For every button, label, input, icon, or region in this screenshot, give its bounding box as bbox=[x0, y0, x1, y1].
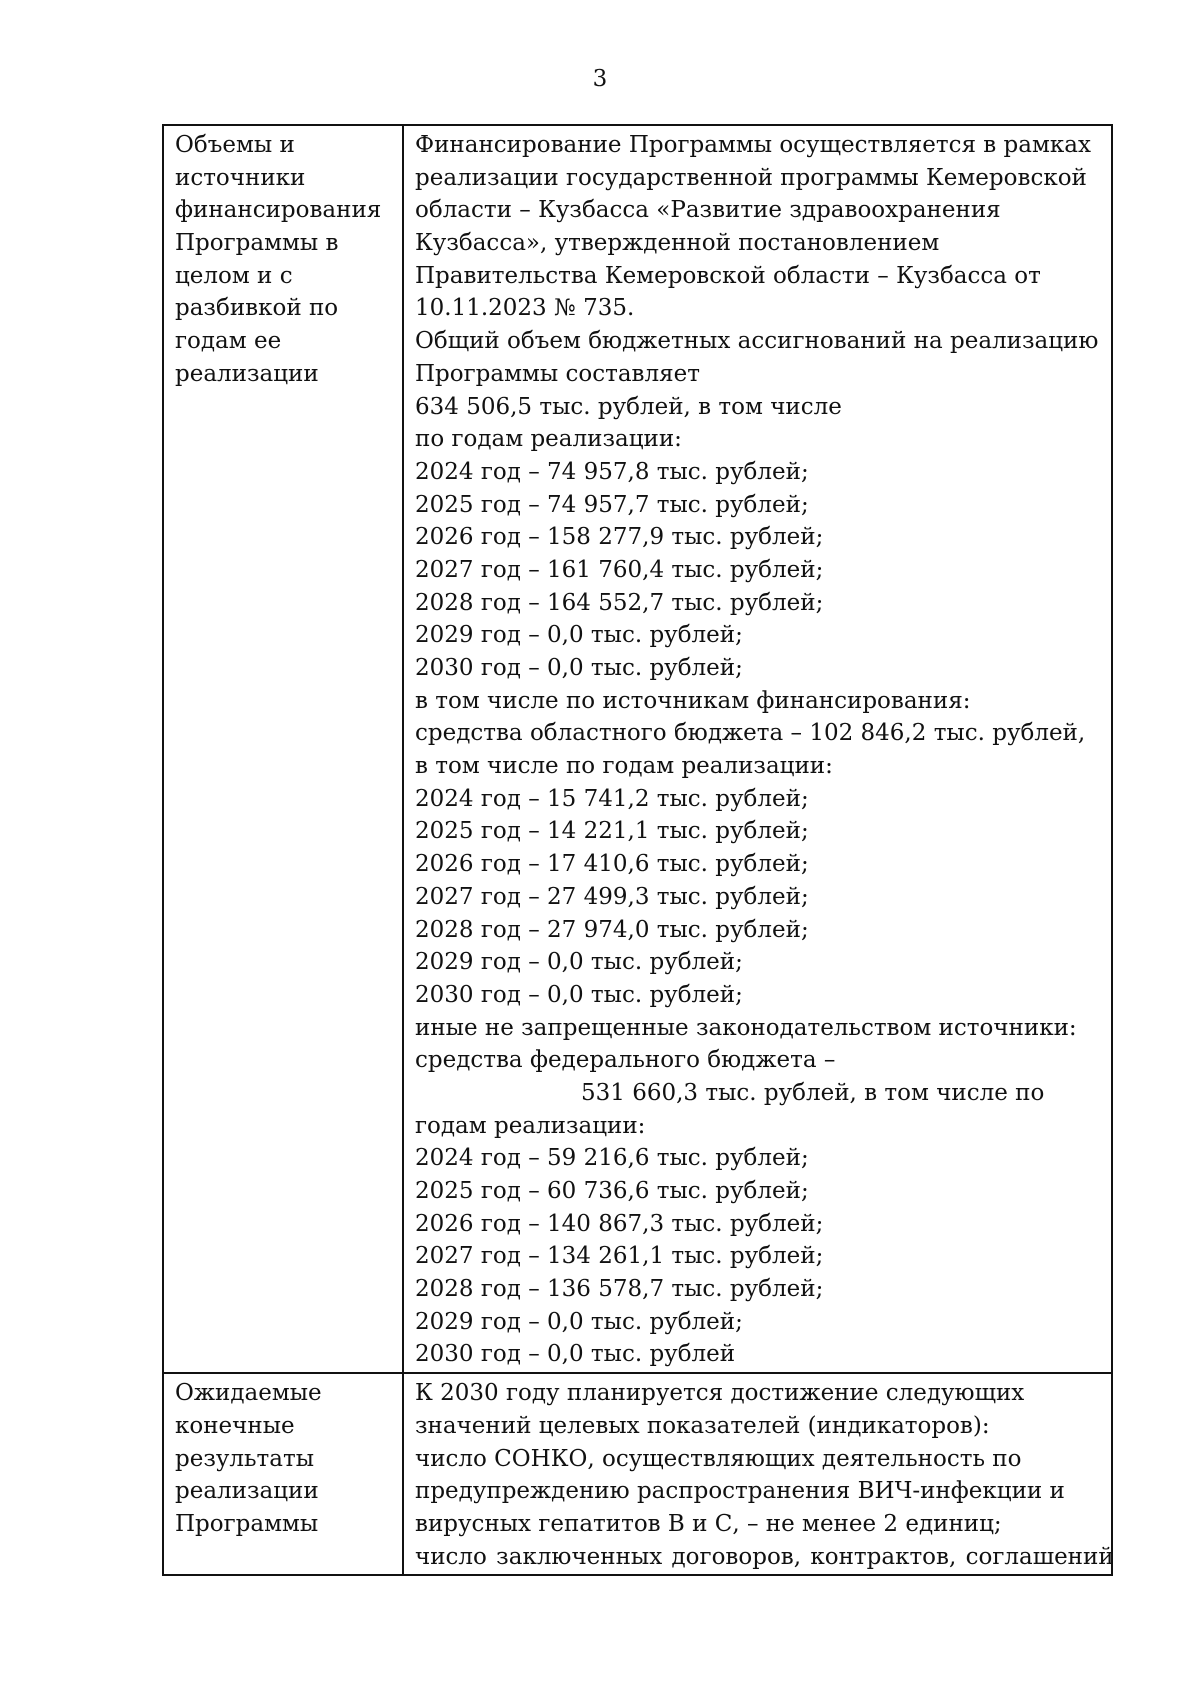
label-line: реализации bbox=[175, 360, 319, 387]
label-line: Ожидаемые bbox=[175, 1380, 322, 1407]
content-line: 2030 год – 0,0 тыс. рублей bbox=[415, 1341, 736, 1368]
content-line: 10.11.2023 № 735. bbox=[415, 295, 635, 322]
content-line: Правительства Кемеровской области – Кузбасса от bbox=[415, 262, 1041, 289]
content-line: 2025 год – 14 221,1 тыс. рублей; bbox=[415, 818, 809, 845]
content-line: годам реализации: bbox=[415, 1112, 646, 1139]
content-line: 2026 год – 158 277,9 тыс. рублей; bbox=[415, 524, 824, 551]
content-line: средства областного бюджета – 102 846,2 тыс. рублей, bbox=[415, 720, 1086, 747]
content-line: 2024 год – 15 741,2 тыс. рублей; bbox=[415, 785, 809, 812]
content-line: 2029 год – 0,0 тыс. рублей; bbox=[415, 1308, 743, 1335]
content-line: по годам реализации: bbox=[415, 426, 682, 453]
content-line: 2028 год – 164 552,7 тыс. рублей; bbox=[415, 589, 824, 616]
content-line: 634 506,5 тыс. рублей, в том числе bbox=[415, 393, 842, 420]
content-line: 2026 год – 17 410,6 тыс. рублей; bbox=[415, 851, 809, 878]
content-line: средства федерального бюджета – bbox=[415, 1047, 836, 1074]
label-line: годам ее bbox=[175, 328, 282, 355]
label-line: целом и с bbox=[175, 262, 293, 289]
label-line: источники bbox=[175, 164, 306, 191]
content-line: 2027 год – 134 261,1 тыс. рублей; bbox=[415, 1243, 824, 1270]
label-line: разбивкой по bbox=[175, 295, 339, 322]
content-line: Общий объем бюджетных ассигнований на реализацию bbox=[415, 328, 1099, 355]
content-line: К 2030 году планируется достижение следующих bbox=[415, 1380, 1025, 1407]
content-line: число заключенных договоров, контрактов, соглашений bbox=[415, 1543, 1114, 1570]
content-line: 2028 год – 27 974,0 тыс. рублей; bbox=[415, 916, 809, 943]
label-line: конечные bbox=[175, 1412, 295, 1439]
content-line: значений целевых показателей (индикаторов): bbox=[415, 1412, 990, 1439]
row-label-results bbox=[163, 1373, 403, 1575]
label-line: результаты bbox=[175, 1445, 315, 1472]
content-line: 2030 год – 0,0 тыс. рублей; bbox=[415, 981, 743, 1008]
page-number: 3 bbox=[592, 66, 608, 92]
row-content-financing bbox=[403, 125, 1112, 1373]
row-content-results bbox=[403, 1373, 1112, 1575]
label-line: финансирования bbox=[175, 197, 382, 224]
content-line: 2024 год – 59 216,6 тыс. рублей; bbox=[415, 1145, 809, 1172]
table-row-results bbox=[163, 1373, 1112, 1575]
table-row-financing bbox=[163, 125, 1112, 1373]
content-line: в том числе по годам реализации: bbox=[415, 753, 833, 780]
content-line: области – Кузбасса «Развитие здравоохранения bbox=[415, 197, 1001, 224]
label-line: Объемы и bbox=[175, 132, 295, 158]
content-line: 531 660,3 тыс. рублей, в том числе по bbox=[581, 1079, 1045, 1106]
label-line: Программы bbox=[175, 1510, 319, 1537]
content-line: 2027 год – 27 499,3 тыс. рублей; bbox=[415, 883, 809, 910]
content-line: 2025 год – 60 736,6 тыс. рублей; bbox=[415, 1178, 809, 1204]
content-line: 2027 год – 161 760,4 тыс. рублей; bbox=[415, 556, 824, 583]
content-line: 2024 год – 74 957,8 тыс. рублей; bbox=[415, 458, 809, 485]
label-line: реализации bbox=[175, 1478, 319, 1505]
content-line: предупреждению распространения ВИЧ-инфекции и bbox=[415, 1478, 1065, 1505]
content-line: 2026 год – 140 867,3 тыс. рублей; bbox=[415, 1210, 824, 1237]
content-line: Кузбасса», утвержденной постановлением bbox=[415, 230, 940, 257]
content-line: 2025 год – 74 957,7 тыс. рублей; bbox=[415, 491, 809, 518]
content-line: число СОНКО, осуществляющих деятельность по bbox=[415, 1445, 1022, 1472]
content-line: 2029 год – 0,0 тыс. рублей; bbox=[415, 622, 743, 649]
content-line: Программы составляет bbox=[415, 360, 700, 387]
content-line: иные не запрещенные законодательством источники: bbox=[415, 1014, 1077, 1041]
content-line: 2030 год – 0,0 тыс. рублей; bbox=[415, 655, 743, 681]
label-line: Программы в bbox=[175, 230, 339, 257]
content-line: Финансирование Программы осуществляется в рамках bbox=[415, 132, 1091, 158]
content-line: 2029 год – 0,0 тыс. рублей; bbox=[415, 949, 743, 976]
content-line: в том числе по источникам финансирования: bbox=[415, 687, 971, 714]
content-line: вирусных гепатитов В и С, – не менее 2 единиц; bbox=[415, 1510, 1002, 1537]
passport-table bbox=[162, 124, 1113, 1576]
content-line: 2028 год – 136 578,7 тыс. рублей; bbox=[415, 1276, 824, 1303]
content-line: реализации государственной программы Кемеровской bbox=[415, 164, 1087, 191]
row-label-financing bbox=[163, 125, 403, 1373]
